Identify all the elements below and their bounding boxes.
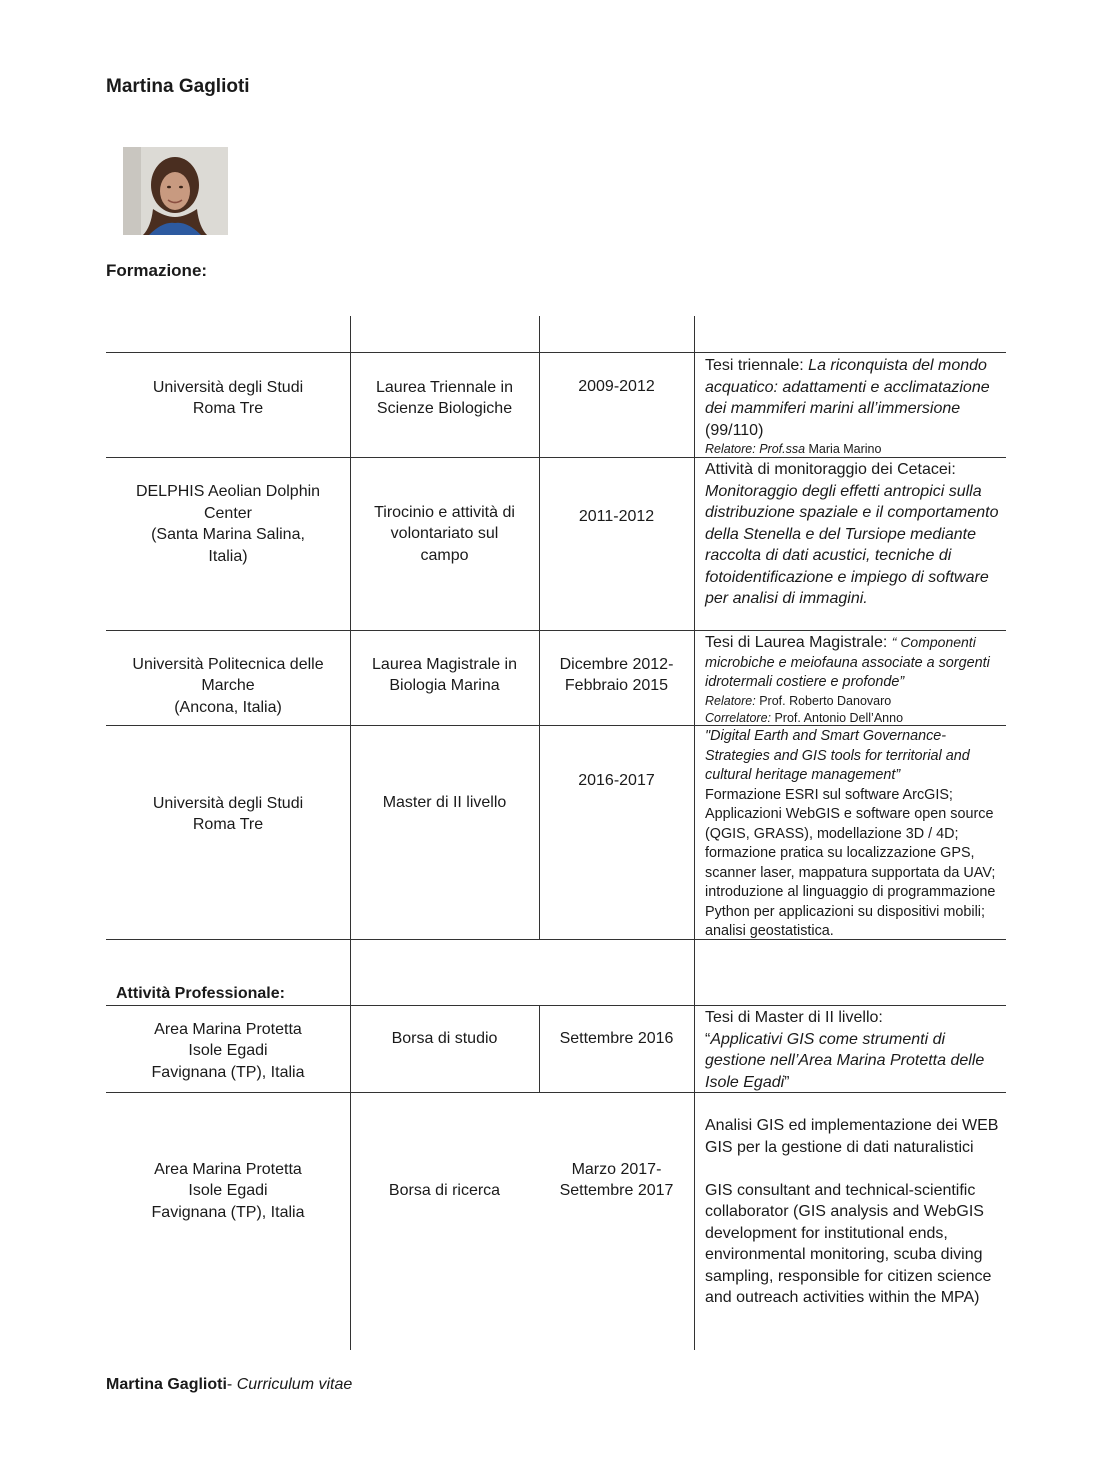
professional-employer: Area Marina Protetta Isole Egadi Favignana (TP), Italia	[151, 1160, 305, 1221]
portrait-image	[123, 147, 228, 235]
table-column-rule	[539, 316, 540, 940]
professional-employer: Area Marina Protetta Isole Egadi Favignana (TP), Italia	[151, 1020, 305, 1081]
education-description: Tesi di Laurea Magistrale: “ Componenti microbiche e meiofauna associate a sorgenti idrotermali costiere e profonde” Relatore: Prof. Roberto Danovaro Correlatore: Prof. Antonio Dell’Anno	[705, 634, 990, 725]
education-description: Attività di monitoraggio dei Cetacei: Monitoraggio degli effetti antropici sulla distribuzione spaziale e il comportamento della Stenella e del Tursiope mediante raccolta di dati acustici, tecniche di fotoidentificazione e impiego di software per analisi di immagini.	[705, 461, 999, 607]
table-rule	[106, 630, 1006, 631]
professional-description: Tesi di Master di II livello: “Applicativi GIS come strumenti di gestione nell’Area Marina Protetta delle Isole Egadi”	[705, 1009, 985, 1091]
professional-years: Marzo 2017- Settembre 2017	[559, 1160, 674, 1199]
table-rule	[106, 1005, 1006, 1006]
education-institution: DELPHIS Aeolian Dolphin Center (Santa Marina Salina, Italia)	[135, 483, 321, 565]
cv-name-title: Martina Gaglioti	[106, 76, 250, 97]
education-degree: Master di II livello	[382, 794, 507, 812]
professional-years: Settembre 2016	[559, 1030, 674, 1048]
education-description: "Digital Earth and Smart Governance- Strategies and GIS tools for territorial and cultural heritage management” Formazione ESRI sul software ArcGIS; Applicazioni WebGIS e software open source (QGIS, GRASS), modellazione 3D / 4D; formazione pratica su localizzazione GPS, scanner laser, mappatura supportata da UAV; introduzione al linguaggio di programmazione Python per applicazioni su dispositivi mobili; analisi geostatistica.	[705, 728, 996, 939]
professional-role: Borsa di ricerca	[388, 1182, 501, 1200]
education-years: Dicembre 2012- Febbraio 2015	[559, 655, 674, 694]
professional-description: Analisi GIS ed implementazione dei WEB GIS per la gestione di dati naturalistici GIS consultant and technical-scientific collaborator (GIS analysis and WebGIS development for institutional ends, environmental monitoring, scuba diving sampling, responsible for citizen science and outreach activities within the MPA)	[705, 1117, 999, 1306]
education-degree: Laurea Magistrale in Biologia Marina	[372, 655, 517, 694]
education-years: 2009-2012	[578, 378, 655, 396]
table-rule	[106, 352, 1006, 353]
professional-heading: Attività Professionale:	[116, 985, 285, 1002]
education-degree: Laurea Triennale in Scienze Biologiche	[376, 378, 513, 417]
education-years: 2011-2012	[578, 508, 655, 526]
profile-photo	[123, 147, 228, 235]
education-institution: Università degli Studi Roma Tre	[152, 378, 304, 417]
education-heading: Formazione:	[106, 261, 208, 280]
table-column-rule	[694, 316, 695, 1350]
education-institution: Università degli Studi Roma Tre	[152, 794, 304, 833]
education-description: Tesi triennale: La riconquista del mondo acquatico: adattamenti e acclimatazione dei mammiferi marini all’immersione (99/110) Relatore: Prof.ssa Maria Marino	[705, 357, 990, 456]
education-institution: Università Politecnica delle Marche (Ancona, Italia)	[132, 655, 324, 716]
professional-role: Borsa di studio	[391, 1030, 498, 1048]
page-footer: Martina Gaglioti- Curriculum vitae	[106, 1376, 353, 1393]
education-degree: Tirocinio e attività di volontariato sul campo	[374, 503, 515, 564]
education-years: 2016-2017	[578, 772, 655, 790]
